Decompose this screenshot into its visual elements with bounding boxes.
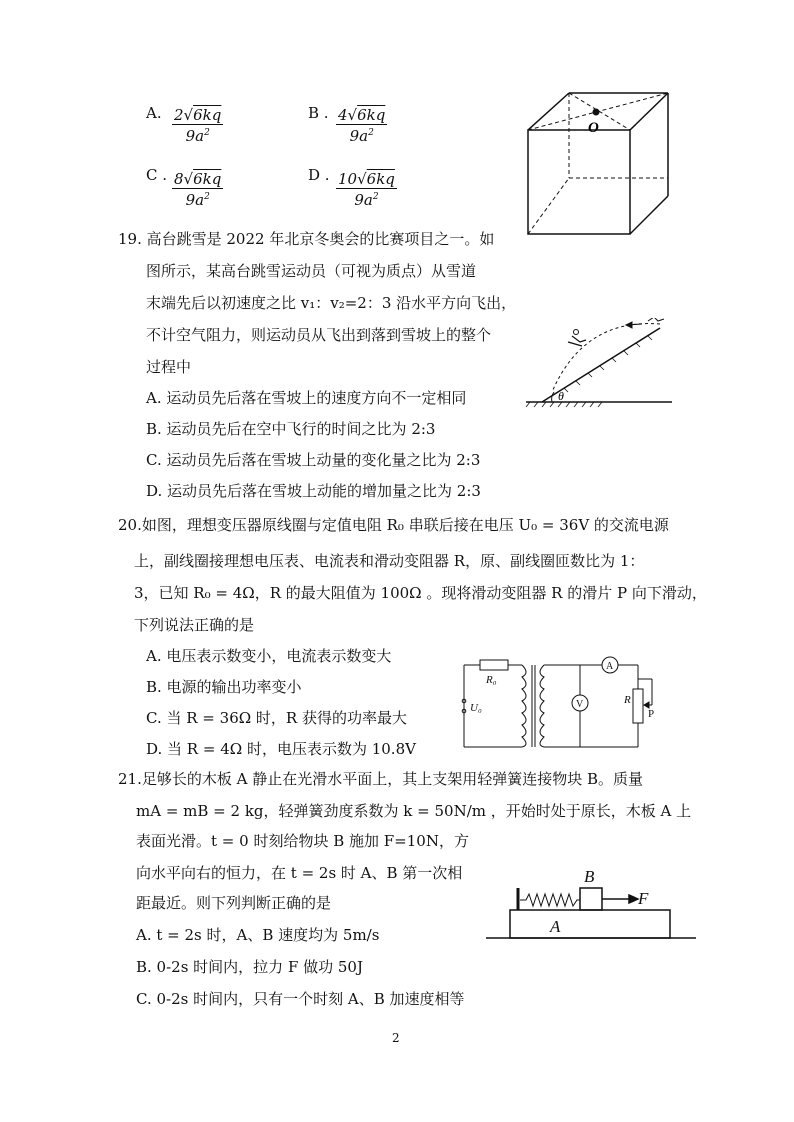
ski-slope-figure — [524, 318, 674, 410]
label-b: B — [584, 867, 595, 886]
q20-line: 20.如图，理想变压器原线圈与定值电阻 R₀ 串联后接在电压 U₀ = 36V 的交流电源 — [118, 516, 669, 534]
q18-fraction: $\frac{4√6kq}{9a^2}$ — [338, 106, 386, 145]
voltmeter-label: V — [576, 699, 584, 710]
r-label: R — [624, 694, 631, 706]
q19-option-a: A. 运动员先后落在雪坡上的速度方向不一定相同 — [146, 389, 467, 407]
q19-option-d: D. 运动员先后落在雪坡上动能的增加量之比为 2:3 — [146, 482, 481, 500]
q21-line: 表面光滑。t = 0 时刻给物块 B 施加 F=10N，方 — [136, 832, 469, 850]
q19-line: 过程中 — [146, 358, 192, 376]
q18-option-letter: D . — [308, 166, 330, 184]
rheostat-r — [633, 689, 643, 723]
q18-fraction: $\frac{2√6kq}{9a^2}$ — [174, 106, 222, 145]
q21-option-b: B. 0-2s 时间内，拉力 F 做功 50J — [136, 958, 363, 976]
label-f: F — [638, 889, 649, 908]
resistor-r0 — [480, 660, 508, 670]
q18-option-letter: A. — [146, 104, 162, 122]
q20-line: 下列说法正确的是 — [134, 616, 255, 634]
q19-line: 不计空气阻力，则运动员从飞出到落到雪坡上的整个 — [146, 326, 492, 344]
q19-line: 图所示，某高台跳雪运动员（可视为质点）从雪道 — [146, 262, 477, 280]
q18-option-letter: C . — [146, 166, 168, 184]
block-b — [580, 888, 602, 910]
board-spring-figure — [486, 862, 698, 942]
theta-label: θ — [558, 389, 564, 403]
r0-label: R₀ — [486, 674, 497, 686]
q19-option-c: C. 运动员先后落在雪坡上动量的变化量之比为 2:3 — [146, 451, 481, 469]
u0-label: U₀ — [470, 702, 482, 714]
cube-figure — [525, 88, 675, 240]
q21-line: 21.足够长的木板 A 静止在光滑水平面上，其上支架用轻弹簧连接物块 B。质量 — [118, 770, 644, 788]
q18-fraction: $\frac{10√6kq}{9a^2}$ — [338, 170, 395, 209]
q21-line: 距最近。则下列判断正确的是 — [136, 894, 332, 912]
q21-line: 向水平向右的恒力，在 t = 2s 时 A、B 第一次相 — [136, 864, 463, 882]
point-o — [593, 109, 600, 116]
q21-line: mA = mB = 2 kg，轻弹簧劲度系数为 k = 50N/m ，开始时处于原长，木板 A 上 — [136, 802, 692, 820]
q21-option-c: C. 0-2s 时间内，只有一个时刻 A、B 加速度相等 — [136, 990, 465, 1008]
q18-fraction: $\frac{8√6kq}{9a^2}$ — [174, 170, 222, 209]
q20-option-d: D. 当 R = 4Ω 时，电压表示数为 10.8V — [146, 740, 416, 758]
q18-option-letter: B . — [308, 104, 329, 122]
q19-line: 19. 高台跳雪是 2022 年北京冬奥会的比赛项目之一。如 — [118, 230, 495, 248]
q20-line: 上，副线圈接理想电压表、电流表和滑动变阻器 R，原、副线圈匝数比为 1： — [134, 552, 645, 570]
q20-line: 3，已知 R₀ = 4Ω，R 的最大阻值为 100Ω 。现将滑动变阻器 R 的滑片 P 向下滑动， — [134, 584, 707, 602]
q21-option-a: A. t = 2s 时，A、B 速度均为 5m/s — [136, 926, 380, 944]
q19-line: 末端先后以初速度之比 v₁：v₂=2：3 沿水平方向飞出， — [146, 294, 517, 312]
label-a: A — [550, 917, 561, 936]
board-a — [510, 910, 670, 938]
q20-option-a: A. 电压表示数变小，电流表示数变大 — [146, 647, 392, 665]
point-o-label: O — [588, 120, 599, 136]
page-number: 2 — [392, 1031, 400, 1045]
p-label: P — [648, 708, 655, 720]
q19-option-b: B. 运动员先后在空中飞行的时间之比为 2:3 — [146, 420, 436, 438]
transformer-circuit — [460, 655, 660, 755]
ammeter-label: A — [606, 661, 614, 672]
q20-option-b: B. 电源的输出功率变小 — [146, 678, 302, 696]
q20-option-c: C. 当 R = 36Ω 时，R 获得的功率最大 — [146, 709, 407, 727]
